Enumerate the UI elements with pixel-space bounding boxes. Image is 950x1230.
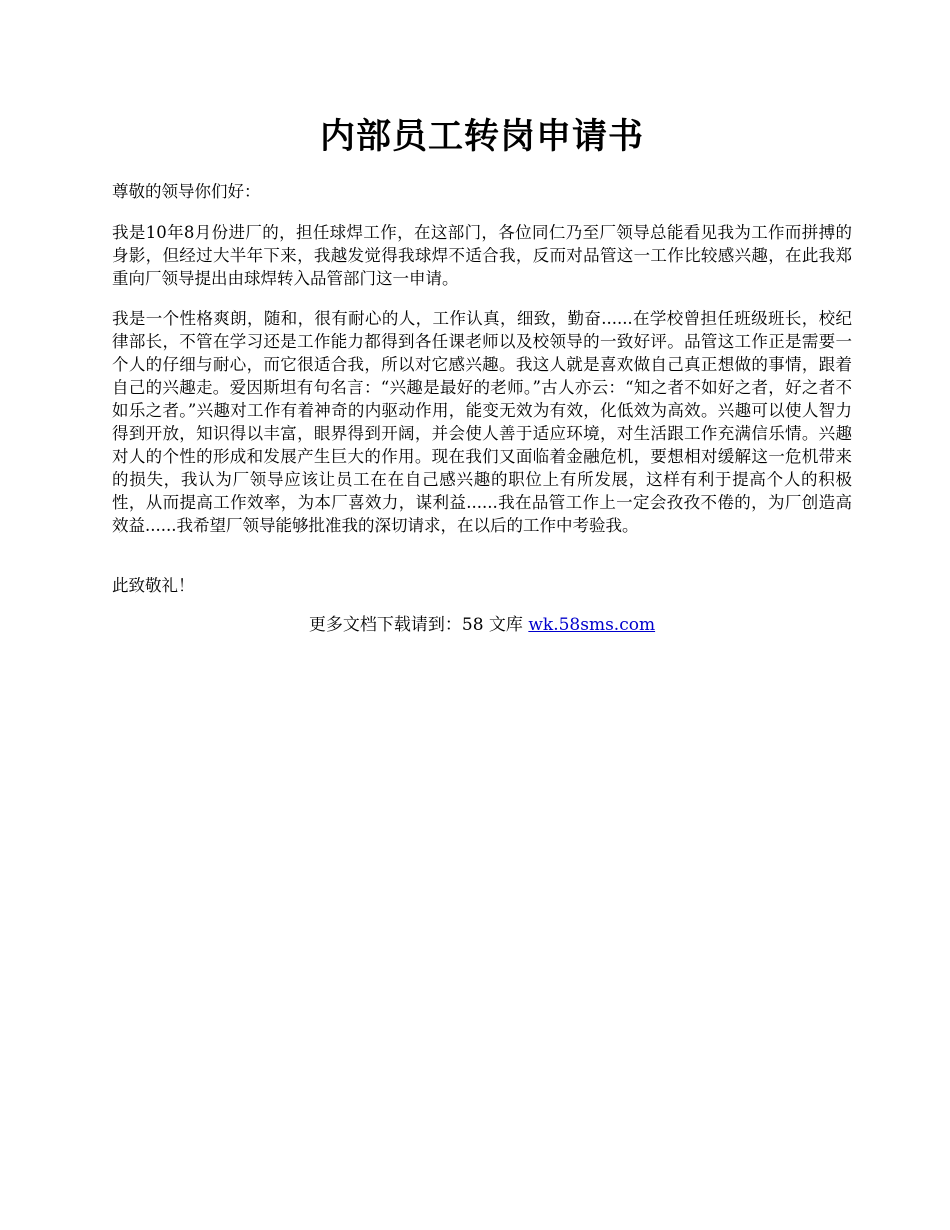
closing-line: 此致敬礼！	[112, 576, 195, 595]
footer	[112, 613, 852, 637]
footer-text: 更多文档下载请到：58 文库	[308, 615, 529, 635]
salutation: 尊敬的领导你们好：	[112, 182, 261, 201]
paragraph-1: 我是10年8月份进厂的，担任球焊工作，在这部门，各位同仁乃至厂领导总能看见我为工作而拼搏的身影，但经过大半年下来，我越发觉得我球焊不适合我，反而对品管这一工作比较感兴趣，在此我郑重向厂领导提出由球焊转入品管部门这一申请。	[112, 223, 852, 288]
footer-link[interactable]: wk.58sms.com	[528, 615, 656, 635]
paragraph-2: 我是一个性格爽朗，随和，很有耐心的人，工作认真，细致，勤奋......在学校曾担任班级班长，校纪律部长，不管在学习还是工作能力都得到各任课老师以及校领导的一致好评。品管这工作正是需要一个人的仔细与耐心，而它很适合我，所以对它感兴趣。我这人就是喜欢做自己真正想做的事情，跟着自己的兴趣走。爱因斯坦有句名言：“兴趣是最好的老师。”古人亦云：“知之者不如好之者，好之者不如乐之者。”兴趣对工作有着神奇的内驱动作用，能变无效为有效，化低效为高效。兴趣可以使人智力得到开放，知识得以丰富，眼界得到开阔，并会使人善于适应环境，对生活跟工作充满信乐情。兴趣对人的个性的形成和发展产生巨大的作用。现在我们又面临着金融危机，要想相对缓解这一危机带来的损失，我认为厂领导应该让员工在在自己感兴趣的职位上有所发展，这样有利于提高个人的积极性，从而提高工作效率，为本厂喜效力，谋利益......我在品管工作上一定会孜孜不倦的，为厂创造高效益......我希望厂领导能够批准我的深切请求，在以后的工作中考验我。	[112, 309, 852, 535]
document-title: 内部员工转岗申请书	[319, 116, 644, 157]
